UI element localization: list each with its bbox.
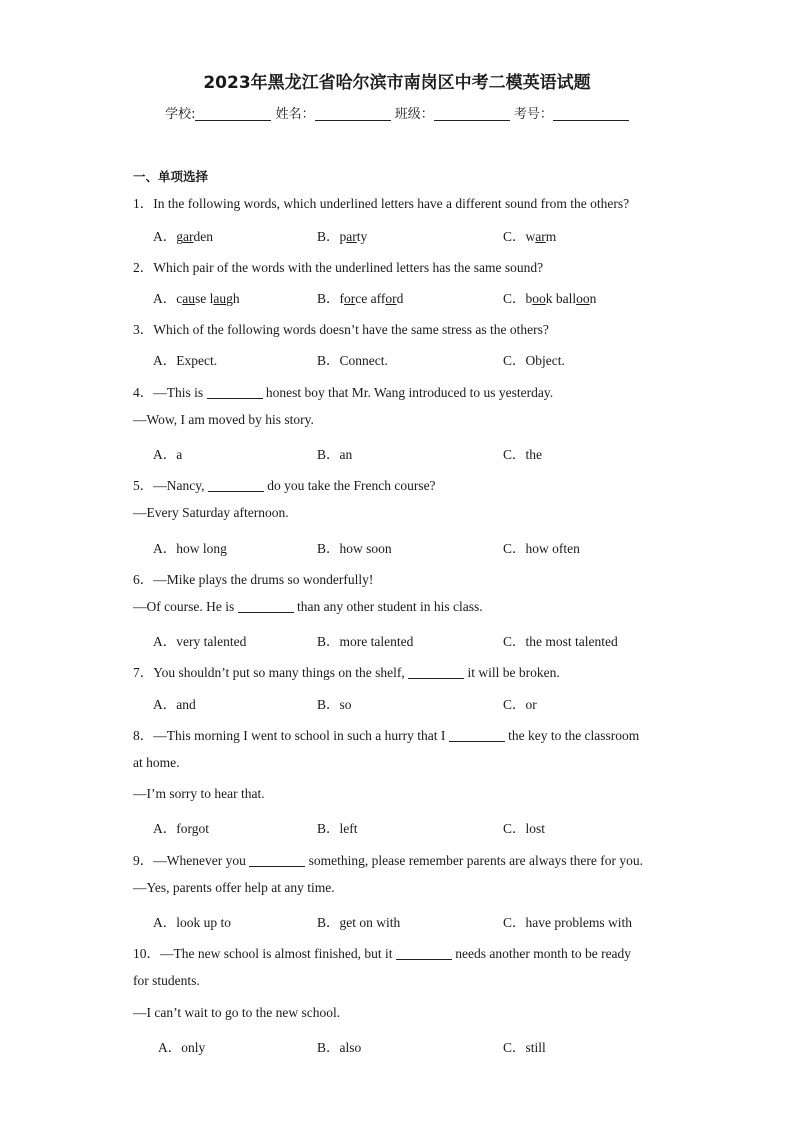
question-reply: —I’m sorry to hear that. [133, 786, 265, 801]
option-a[interactable]: A．cause laugh [153, 291, 240, 306]
question-stem: 3．Which of the following words doesn’t have the same stress as the others? [133, 322, 549, 337]
option-a[interactable]: A．only [158, 1040, 206, 1055]
option-a[interactable]: A．look up to [153, 915, 232, 930]
option-b[interactable]: B．also [317, 1040, 362, 1055]
name-blank[interactable] [315, 106, 391, 121]
question-stem-continued: for students. [133, 973, 200, 988]
option-a[interactable]: A．garden [153, 229, 213, 244]
option-c[interactable]: C．have problems with [503, 915, 632, 930]
answer-blank[interactable] [208, 479, 264, 492]
question-options [153, 911, 673, 929]
question-stem-continued: at home. [133, 755, 180, 770]
question-reply: —Wow, I am moved by his story. [133, 412, 314, 427]
question-options [153, 630, 673, 648]
option-a[interactable]: A．Expect. [153, 353, 218, 368]
school-label: 学校: [165, 107, 196, 122]
option-b[interactable]: B．party [317, 229, 368, 244]
question-reply: —I can’t wait to go to the new school. [133, 1005, 341, 1020]
option-b[interactable]: B．so [317, 697, 352, 712]
answer-blank[interactable] [238, 600, 294, 613]
option-c[interactable]: C．lost [503, 821, 546, 836]
student-info-line [0, 103, 794, 122]
option-b[interactable]: B．left [317, 821, 358, 836]
option-c[interactable]: C．the [503, 447, 543, 462]
answer-blank[interactable] [449, 729, 505, 742]
question-stem: 5．—Nancy, do you take the French course? [133, 478, 436, 493]
answer-blank[interactable] [249, 854, 305, 867]
question-stem: 10．—The new school is almost finished, but it needs another month to be ready [133, 946, 632, 961]
question-stem: 1．In the following words, which underlined letters have a different sound from the others? [133, 196, 630, 211]
class-blank[interactable] [434, 106, 510, 121]
option-b[interactable]: B．force afford [317, 291, 404, 306]
school-blank[interactable] [195, 106, 271, 121]
option-a[interactable]: A．a [153, 447, 183, 462]
question-options [153, 443, 673, 461]
question-options [153, 287, 673, 305]
question-options [153, 349, 673, 367]
option-c[interactable]: C．the most talented [503, 634, 618, 649]
question-reply: —Of course. He is than any other student in his class. [133, 599, 483, 614]
option-a[interactable]: A．how long [153, 541, 227, 556]
name-label: 姓名： [275, 107, 315, 122]
question-options [153, 225, 673, 243]
section-title: 一、单项选择 [133, 169, 209, 184]
question-stem: 6．—Mike plays the drums so wonderfully! [133, 572, 374, 587]
question-options [158, 1036, 678, 1054]
option-b[interactable]: B．more talented [317, 634, 414, 649]
option-c[interactable]: C．or [503, 697, 537, 712]
question-stem: 9．—Whenever you something, please remember parents are always there for you. [133, 853, 643, 868]
option-a[interactable]: A．very talented [153, 634, 247, 649]
option-b[interactable]: B．get on with [317, 915, 401, 930]
question-reply: —Yes, parents offer help at any time. [133, 880, 335, 895]
answer-blank[interactable] [396, 947, 452, 960]
exam-no-label: 考号： [513, 107, 553, 122]
question-options [153, 537, 673, 555]
option-b[interactable]: B．an [317, 447, 353, 462]
option-b[interactable]: B．how soon [317, 541, 392, 556]
option-c[interactable]: C．warm [503, 229, 557, 244]
question-stem: 7．You shouldn’t put so many things on the shelf, it will be broken. [133, 665, 560, 680]
option-b[interactable]: B．Connect. [317, 353, 388, 368]
question-stem: 8．—This morning I went to school in such a hurry that I the key to the classroom [133, 728, 640, 743]
option-c[interactable]: C．still [503, 1040, 546, 1055]
option-a[interactable]: A．and [153, 697, 196, 712]
question-stem: 4．—This is honest boy that Mr. Wang introduced to us yesterday. [133, 385, 554, 400]
option-c[interactable]: C．Object. [503, 353, 565, 368]
exam-no-blank[interactable] [553, 106, 629, 121]
option-c[interactable]: C．how often [503, 541, 580, 556]
question-reply: —Every Saturday afternoon. [133, 505, 289, 520]
question-stem: 2．Which pair of the words with the underlined letters has the same sound? [133, 260, 544, 275]
option-c[interactable]: C．book balloon [503, 291, 597, 306]
question-options [153, 817, 673, 835]
answer-blank[interactable] [408, 666, 464, 679]
class-label: 班级： [394, 107, 434, 122]
question-options [153, 693, 673, 711]
answer-blank[interactable] [207, 386, 263, 399]
page-title: 2023年黑龙江省哈尔滨市南岗区中考二模英语试题 [203, 73, 591, 93]
option-a[interactable]: A．forgot [153, 821, 209, 836]
